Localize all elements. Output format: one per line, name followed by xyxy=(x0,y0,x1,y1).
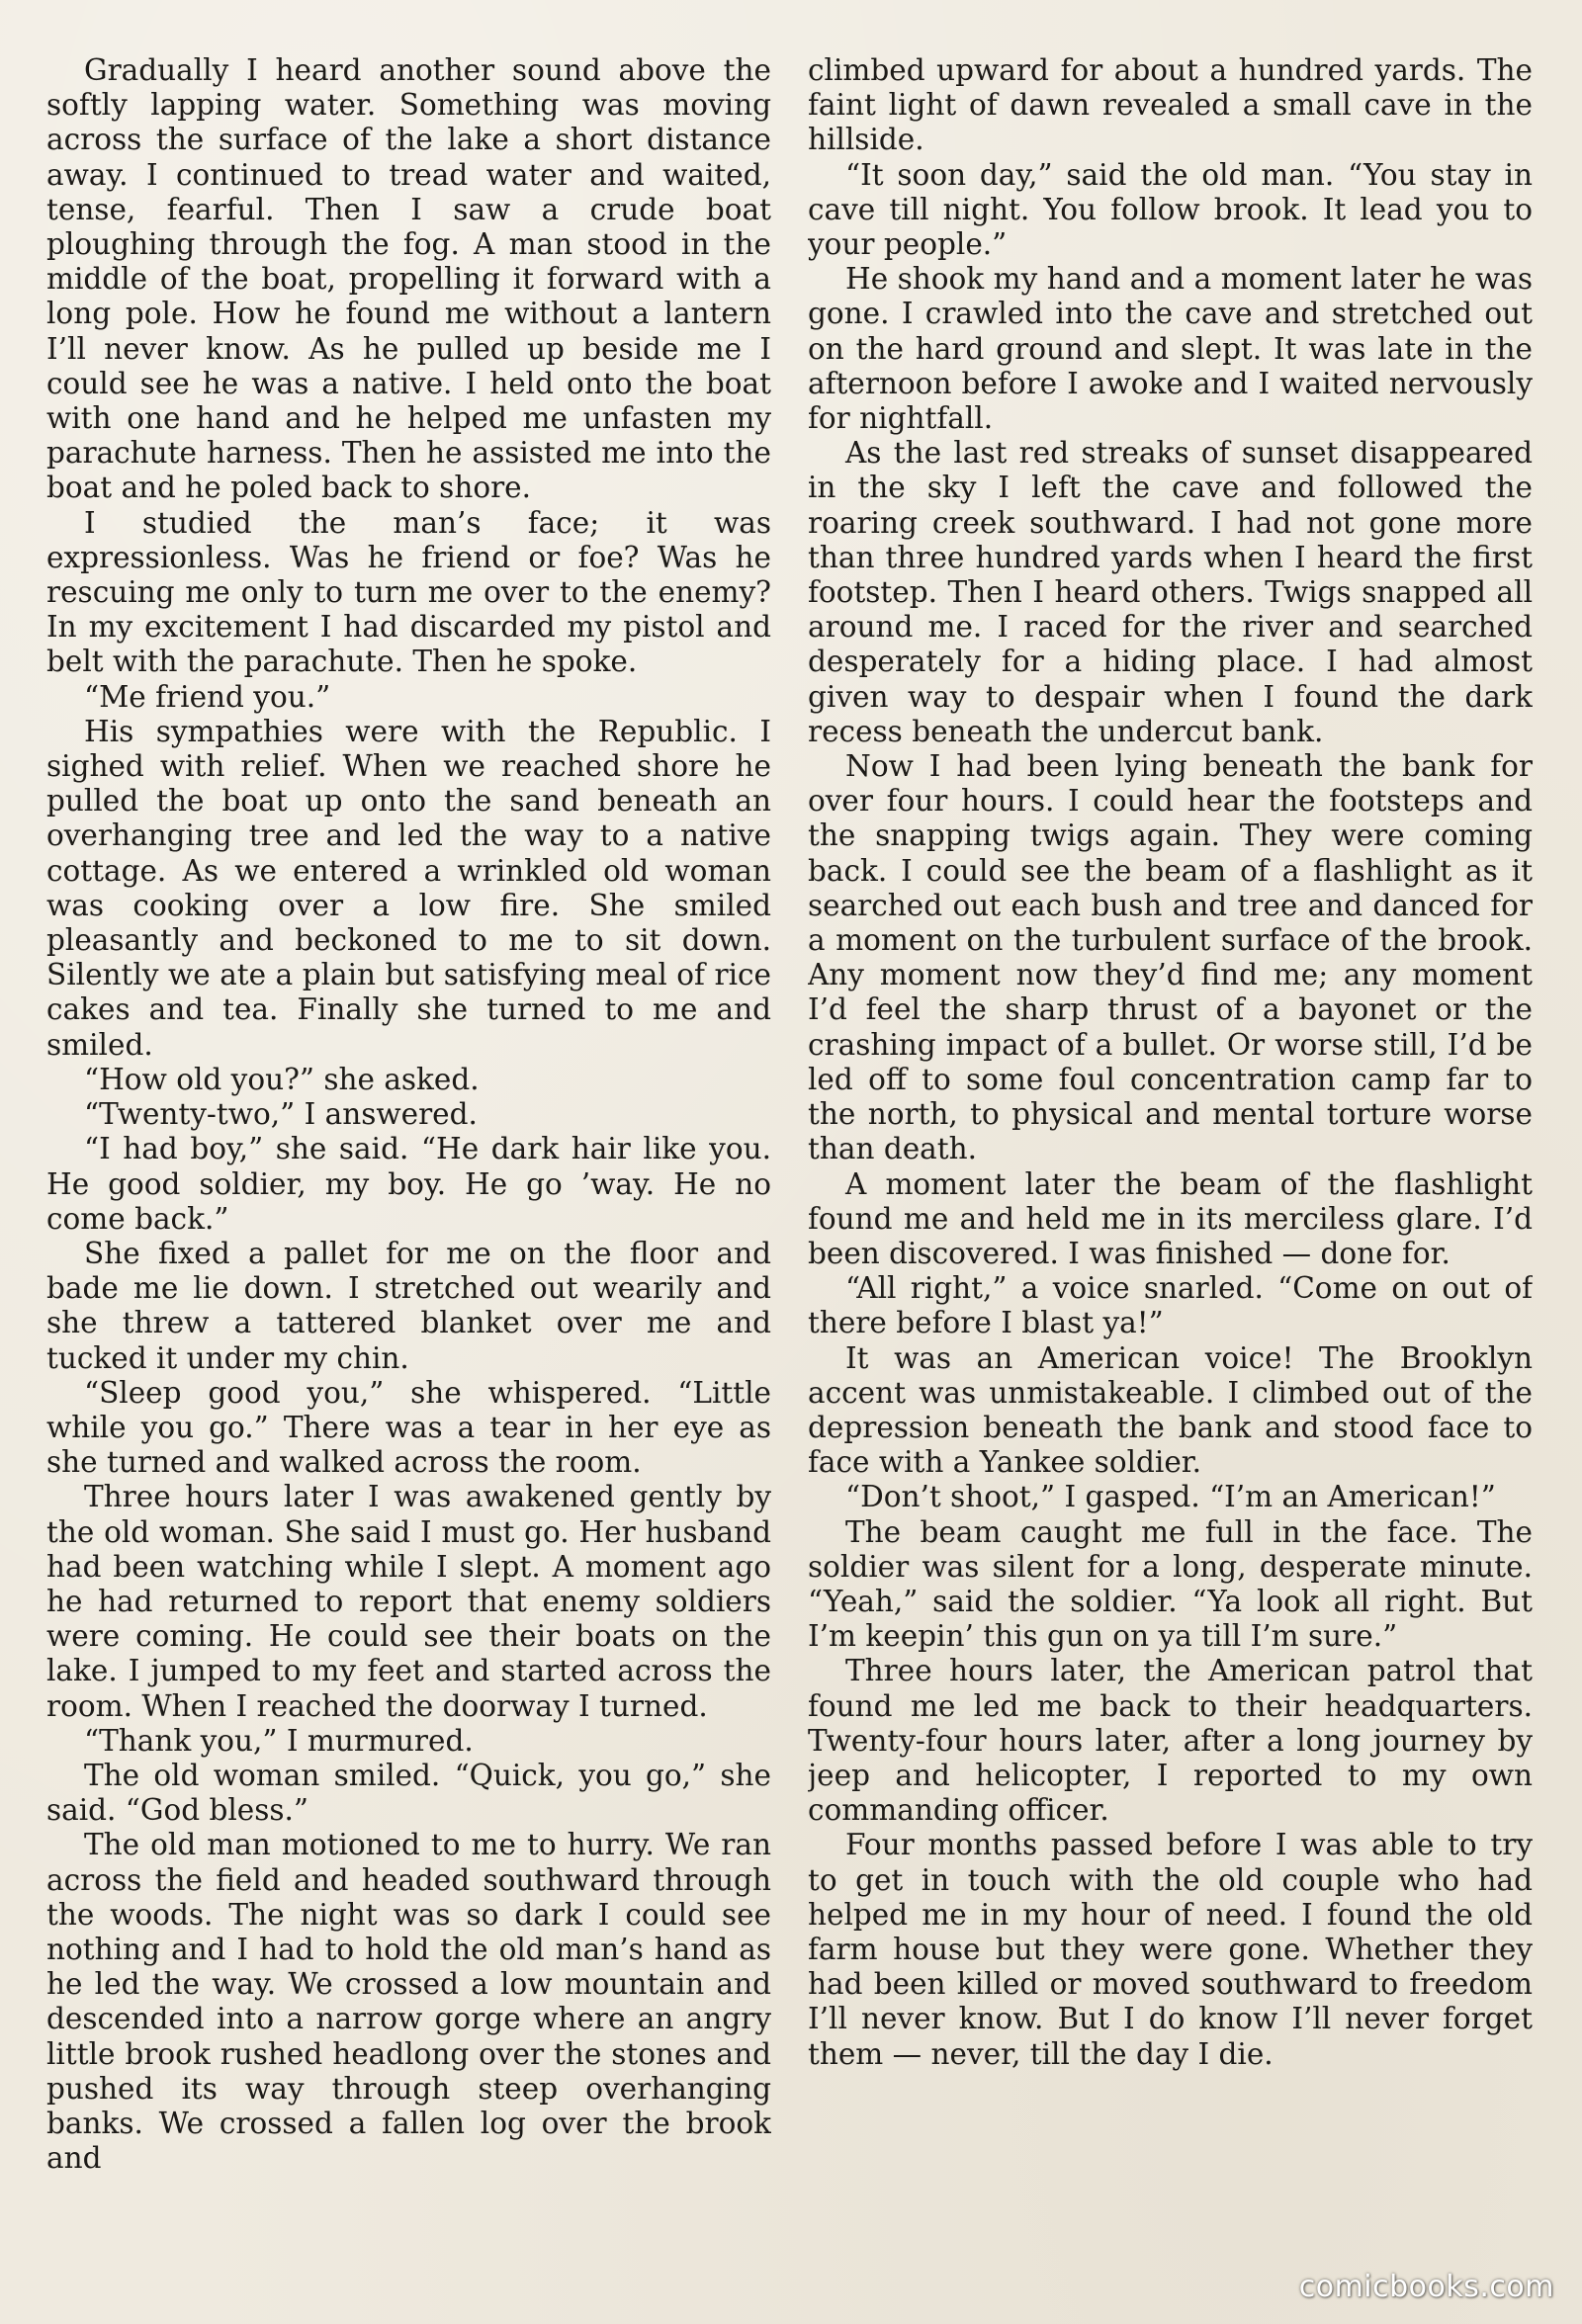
paragraph: As the last red streaks of sunset disappeared in the sky I left the cave and followed the roaring creek southward. I had not gone more than three hundred yards when I heard the first footstep. Then I heard others. Twigs snapped all around me. I raced for the river and searched desperately for a hiding place. I had almost given way to despair when I found the dark recess beneath the undercut bank. xyxy=(808,436,1533,748)
paragraph: “Twenty-two,” I answered. xyxy=(84,1097,478,1132)
paragraph: “How old you?” she asked. xyxy=(84,1062,480,1096)
paragraph: Now I had been lying beneath the bank for over four hours. I could hear the footsteps and the snapping twigs again. They were coming back. I could see the beam of a flashlight as it searched out each bush and tree and danced for a moment on the turbulent surface of the brook. Any moment now they’d find me; any moment I’d feel the sharp thrust of a bayonet or the crashing impact of a bullet. Or worse still, I’d be led off to some foul concentration camp far to the north, to physical and mental torture worse than death. xyxy=(808,749,1533,1166)
site-watermark: comicbooks.com xyxy=(1298,2270,1554,2304)
paragraph: The beam caught me full in the face. The soldier was silent for a long, desperate minute. “Yeah,” said the soldier. “Ya look all right. But I’m keepin’ this gun on ya till I’m sure.” xyxy=(808,1514,1533,1654)
left-text-column xyxy=(46,53,771,2268)
paragraph: “Me friend you.” xyxy=(84,679,331,714)
paragraph-continued: climbed upward for about a hundred yards. The faint light of dawn revealed a small cave in the hillside. xyxy=(808,53,1533,157)
paragraph: “All right,” a voice snarled. “Come on out of there before I blast ya!” xyxy=(808,1271,1533,1340)
paragraph: Three hours later I was awakened gently by the old woman. She said I must go. Her husband had been watching while I slept. A moment ago he had returned to report that enemy soldiers were coming. He could see their boats on the lake. I jumped to my feet and started across the room. When I reached the doorway I turned. xyxy=(46,1480,771,1723)
paragraph: He shook my hand and a moment later he was gone. I crawled into the cave and stretched out on the hard ground and slept. It was late in the afternoon before I awoke and I waited nervously for nightfall. xyxy=(808,262,1533,436)
paragraph: “I had boy,” she said. “He dark hair like you. He good soldier, my boy. He go ’way. He no come back.” xyxy=(46,1132,771,1236)
paragraph: Four months passed before I was able to try to get in touch with the old couple who had helped me in my hour of need. I found the old farm house but they were gone. Whether they had been killed or moved southward to freedom I’ll never know. But I do know I’ll never forget them — never, till the day I die. xyxy=(808,1828,1533,2071)
paragraph: “It soon day,” said the old man. “You stay in cave till night. You follow brook. It lead you to your people.” xyxy=(808,157,1533,262)
paragraph: It was an American voice! The Brooklyn accent was unmistakeable. I climbed out of the depression beneath the bank and stood face to face with a Yankee soldier. xyxy=(808,1340,1533,1480)
paragraph: A moment later the beam of the flashlight found me and held me in its merciless glare. I’d been discovered. I was finished — done for. xyxy=(808,1166,1533,1270)
paragraph: “Thank you,” I murmured. xyxy=(84,1723,474,1758)
paragraph: “Sleep good you,” she whispered. “Little while you go.” There was a tear in her eye as she turned and walked across the room. xyxy=(46,1375,771,1480)
paragraph: His sympathies were with the Republic. I sighed with relief. When we reached shore he pulled the boat up onto the sand beneath an overhanging tree and led the way to a native cottage. As we entered a wrinkled old woman was cooking over a low fire. She smiled pleasantly and beckoned to me to sit down. Silently we ate a plain but satisfying meal of rice cakes and tea. Finally she turned to me and smiled. xyxy=(46,714,771,1062)
paragraph: Three hours later, the American patrol that found me led me back to their headquarters. Twenty-four hours later, after a long journey by jeep and helicopter, I reported to my own commanding officer. xyxy=(808,1654,1533,1828)
paragraph: “Don’t shoot,” I gasped. “I’m an American!” xyxy=(845,1480,1496,1514)
paragraph: The old woman smiled. “Quick, you go,” she said. “God bless.” xyxy=(46,1758,771,1828)
paragraph: I studied the man’s face; it was expressionless. Was he friend or foe? Was he rescuing me only to turn me over to the enemy? In my excitement I had discarded my pistol and belt with the parachute. Then he spoke. xyxy=(46,505,771,679)
right-text-column xyxy=(808,53,1533,2268)
paragraph: The old man motioned to me to hurry. We ran across the field and headed southward through the woods. The night was so dark I could see nothing and I had to hold the old man’s hand as he led the way. We crossed a low mountain and descended into a narrow gorge where an angry little brook rushed headlong over the stones and pushed its way through steep overhanging banks. We crossed a fallen log over the brook and xyxy=(46,1828,771,2176)
paragraph: She fixed a pallet for me on the floor and bade me lie down. I stretched out wearily and she threw a tattered blanket over me and tucked it under my chin. xyxy=(46,1236,771,1375)
paragraph: Gradually I heard another sound above the softly lapping water. Something was moving across the surface of the lake a short distance away. I continued to tread water and waited, tense, fearful. Then I saw a crude boat ploughing through the fog. A man stood in the middle of the boat, propelling it forward with a long pole. How he found me without a lantern I’ll never know. As he pulled up beside me I could see he was a native. I held onto the boat with one hand and he helped me unfasten my parachute harness. Then he assisted me into the boat and he poled back to shore. xyxy=(46,53,771,505)
